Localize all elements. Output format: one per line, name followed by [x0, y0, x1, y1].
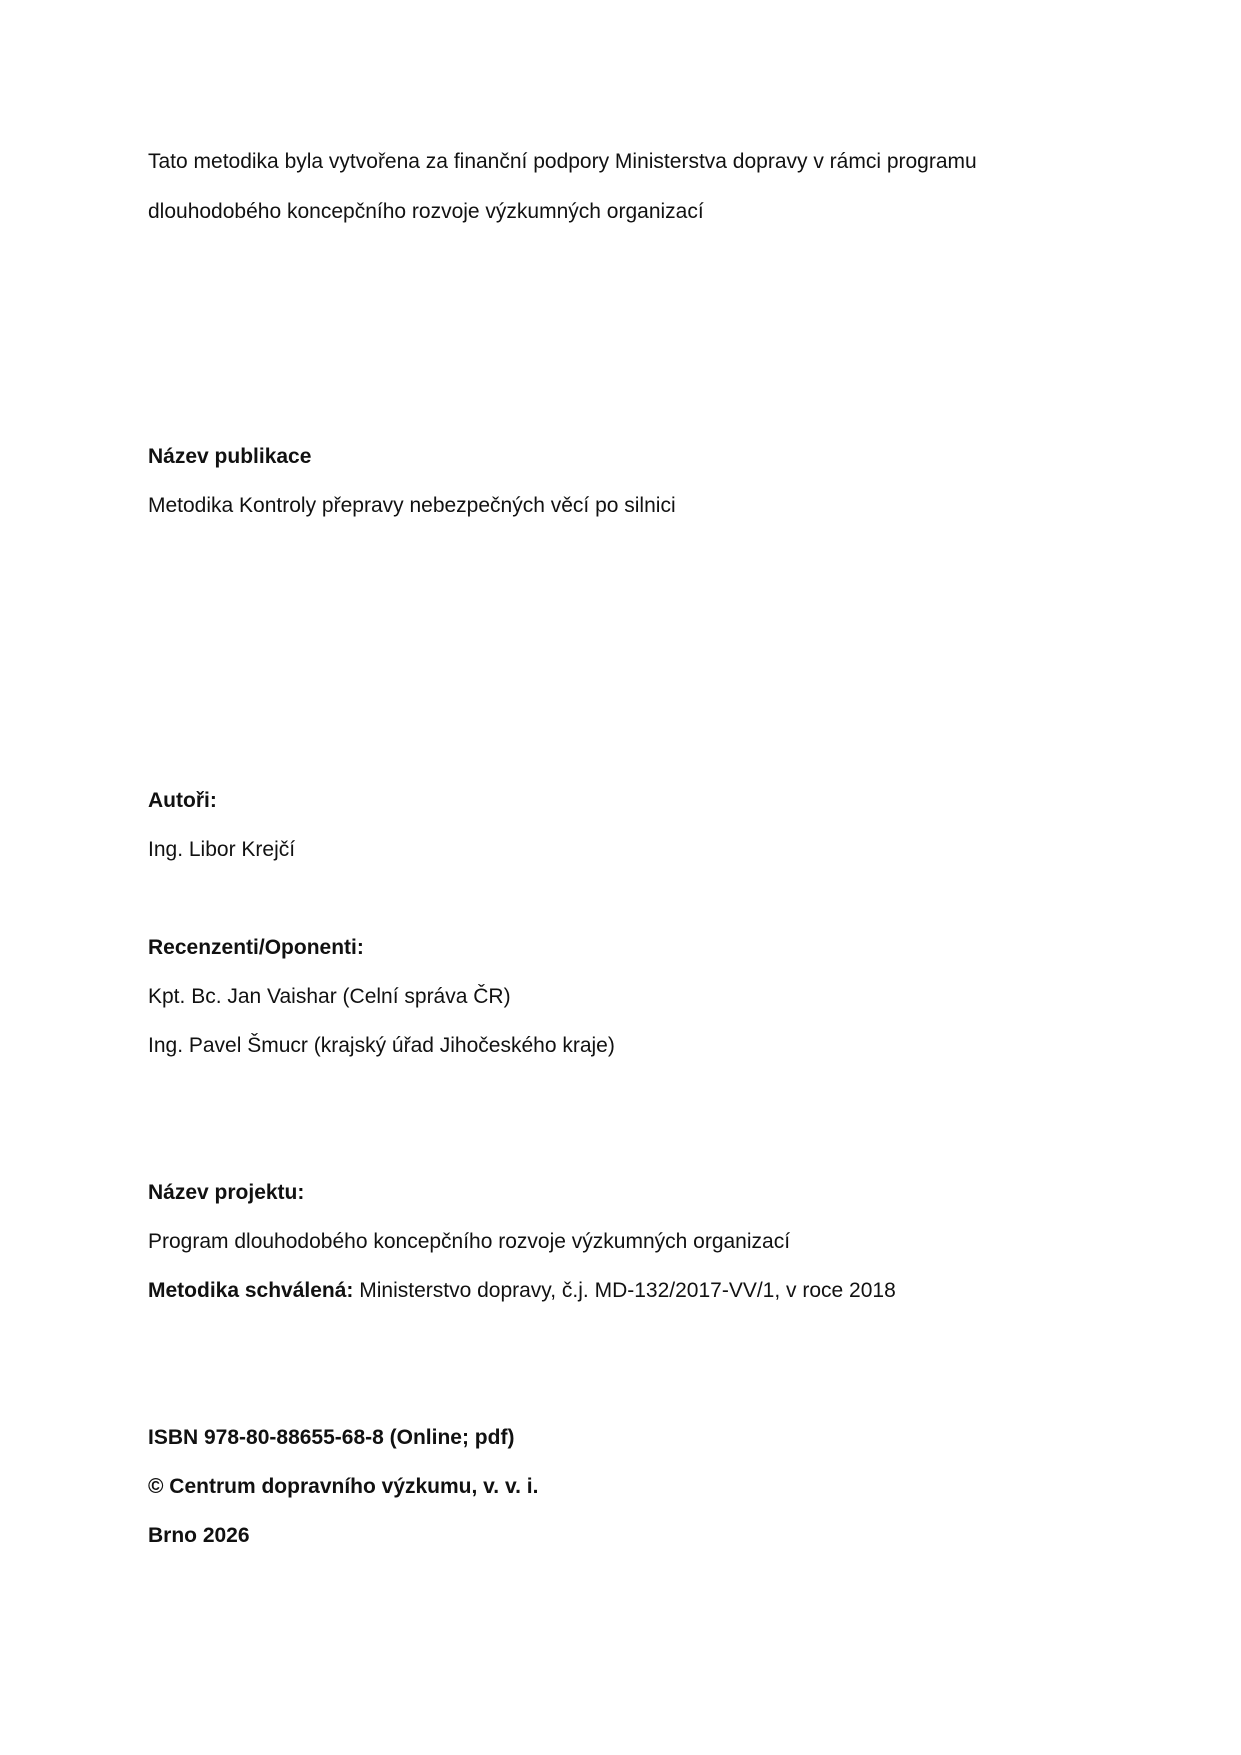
- project-name: Program dlouhodobého koncepčního rozvoje výzkumných organizací: [148, 1230, 791, 1253]
- approval-label: Metodika schválená:: [148, 1279, 354, 1302]
- isbn: ISBN 978-80-88655-68-8 (Online; pdf): [148, 1426, 515, 1449]
- intro-line-2: dlouhodobého koncepčního rozvoje výzkumných organizací: [148, 200, 704, 223]
- publication-heading: Název publikace: [148, 445, 312, 468]
- approval-line: [148, 1277, 896, 1305]
- author-name: Ing. Libor Krejčí: [148, 838, 296, 861]
- place-year: Brno 2026: [148, 1524, 250, 1547]
- copyright: © Centrum dopravního výzkumu, v. v. i.: [148, 1475, 539, 1498]
- authors-heading: Autoři:: [148, 789, 217, 812]
- reviewers-heading: Recenzenti/Oponenti:: [148, 936, 364, 959]
- approval-value: Ministerstvo dopravy, č.j. MD-132/2017-VV/1, v roce 2018: [353, 1279, 896, 1302]
- reviewer-name: Ing. Pavel Šmucr (krajský úřad Jihočeského kraje): [148, 1034, 615, 1057]
- intro-line-1: Tato metodika byla vytvořena za finanční podpory Ministerstva dopravy v rámci programu: [148, 150, 977, 173]
- publication-title: Metodika Kontroly přepravy nebezpečných věcí po silnici: [148, 494, 676, 517]
- project-heading: Název projektu:: [148, 1181, 305, 1204]
- reviewer-name: Kpt. Bc. Jan Vaishar (Celní správa ČR): [148, 985, 511, 1008]
